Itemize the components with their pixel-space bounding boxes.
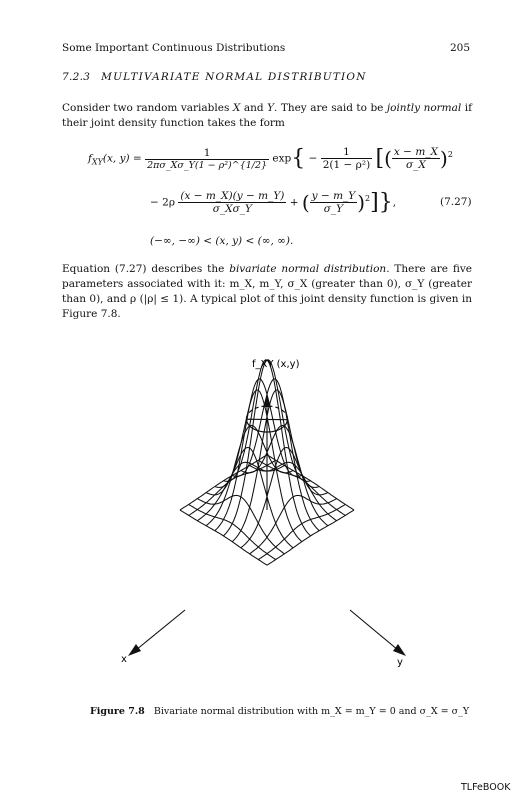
fraction-1 [145, 147, 269, 171]
fraction-4 [178, 190, 286, 215]
right-paren: ) [357, 190, 366, 215]
fraction-2-num: 1 [321, 146, 372, 159]
fraction-3-num: x − m_X [393, 146, 438, 158]
caption-label: Figure 7.8 [90, 706, 145, 717]
left-bracket: [ [375, 146, 385, 171]
intro-text: Consider two random variables [62, 102, 233, 114]
fraction-3 [392, 146, 440, 171]
term-bivariate-normal: bivariate normal distribution [229, 263, 387, 275]
intro-text: . They are said to be [274, 102, 387, 114]
left-paren: ( [384, 146, 392, 171]
mesh-line-x [189, 504, 276, 559]
mesh-line-y [206, 425, 293, 525]
mesh-line-y [215, 379, 302, 531]
para2-text: . There are five parameters associated with it: m_X, m_Y, σ_X (greater than 0), σ_Y (greater than 0), and ρ (|ρ| ≤ 1). A typical plot of this joint density function is given in Figure 7.8. [62, 263, 472, 320]
intro-paragraph [62, 101, 472, 131]
x-axis-label: x [121, 654, 127, 665]
equation-line-2: − 2ρ $\frac{(x - m\_X)(y - m\_Y)}{\sigma\_X\sigma\_Y}$ + ( $\frac{y - m\_Y}{\sigma\_Y}$ )$^2$]}, [150, 190, 397, 215]
fraction-5 [310, 190, 358, 215]
section-number: 7.2.3 [62, 71, 91, 83]
intro-text: and [240, 102, 268, 114]
var-x: X [232, 102, 241, 114]
x-axis-arrow [128, 644, 141, 656]
square-exponent: 2 [365, 194, 371, 203]
z-axis-label: f_XY (x,y) [252, 359, 300, 370]
mesh-line-y [250, 495, 337, 553]
bivariate-normal-surface-figure [0, 340, 531, 700]
right-paren: ) [440, 146, 448, 171]
mesh-line-x [258, 460, 345, 515]
y-axis [350, 610, 398, 650]
equation-domain: (−∞, −∞) < (x, y) < (∞, ∞). [150, 235, 294, 247]
watermark: TLFeBOOK [461, 782, 511, 793]
description-paragraph [62, 262, 472, 322]
y-axis-label: y [397, 657, 403, 668]
x-axis [136, 610, 185, 650]
eq-exp: exp [272, 152, 292, 165]
left-paren: ( [301, 190, 310, 215]
fraction-3-den: σ_X [406, 159, 426, 171]
square-exponent: 2 [447, 150, 453, 159]
mesh-line-x [197, 495, 284, 553]
fraction-1-num: 1 [145, 147, 269, 160]
mesh-line-y [189, 460, 276, 515]
page-number: 205 [450, 42, 471, 54]
eq-lhs-args: (x, y) = [102, 152, 142, 165]
running-title: Some Important Continuous Distributions [62, 42, 286, 54]
intro-text: if their joint density function takes the form [62, 102, 472, 129]
right-bracket: ] [370, 190, 379, 215]
fraction-5-den: σ_Y [323, 203, 344, 215]
fraction-5-num: y − m_Y [311, 190, 356, 202]
equation-line-1: $f_{XY}(x$, y) = $\frac{1}{\text{2πσ\_Xσ\_Y(1 − ρ²)\textasciicircum{}\{1/2\}}}$ exp{ − $\frac{1}{\text{2(1 − ρ²)}}$ [( $\frac{x - m\_X}{\sigma\_X}$ )$^2$ [88, 146, 453, 171]
fraction-1-den: 2πσ_Xσ_Y(1 − ρ²)^{1/2} [147, 159, 268, 171]
figure-caption [90, 706, 469, 717]
eq-lhs-sub: XY [91, 157, 103, 167]
mesh-line-x [232, 379, 319, 531]
z-axis-arrow [263, 396, 271, 407]
term-jointly-normal: jointly normal [386, 102, 462, 114]
mesh-line-y [258, 504, 345, 559]
fraction-4-num: (x − m_X)(y − m_Y) [180, 190, 285, 202]
eq-line2-prefix: − 2ρ [150, 196, 175, 209]
y-axis-arrow [393, 644, 406, 656]
left-brace: { [291, 146, 306, 171]
mesh-line-x [241, 425, 328, 525]
var-y: Y [267, 102, 274, 114]
fraction-2 [321, 146, 372, 171]
section-heading [62, 71, 367, 83]
right-brace: } [378, 190, 393, 215]
para2-text: Equation (7.27) describes the [62, 263, 230, 275]
mesh-line-x [180, 510, 267, 565]
fraction-4-den: σ_Xσ_Y [212, 203, 252, 215]
eq-lhs: f [88, 152, 92, 165]
caption-text: Bivariate normal distribution with m_X = m_Y = 0 and σ_X = σ_Y [153, 706, 470, 717]
mesh-line-y [267, 510, 354, 565]
eq-plus: + [289, 196, 299, 209]
fraction-2-den: 2(1 − ρ²) [322, 159, 371, 171]
equation-number: (7.27) [440, 196, 472, 208]
section-title: MULTIVARIATE NORMAL DISTRIBUTION [101, 71, 367, 83]
